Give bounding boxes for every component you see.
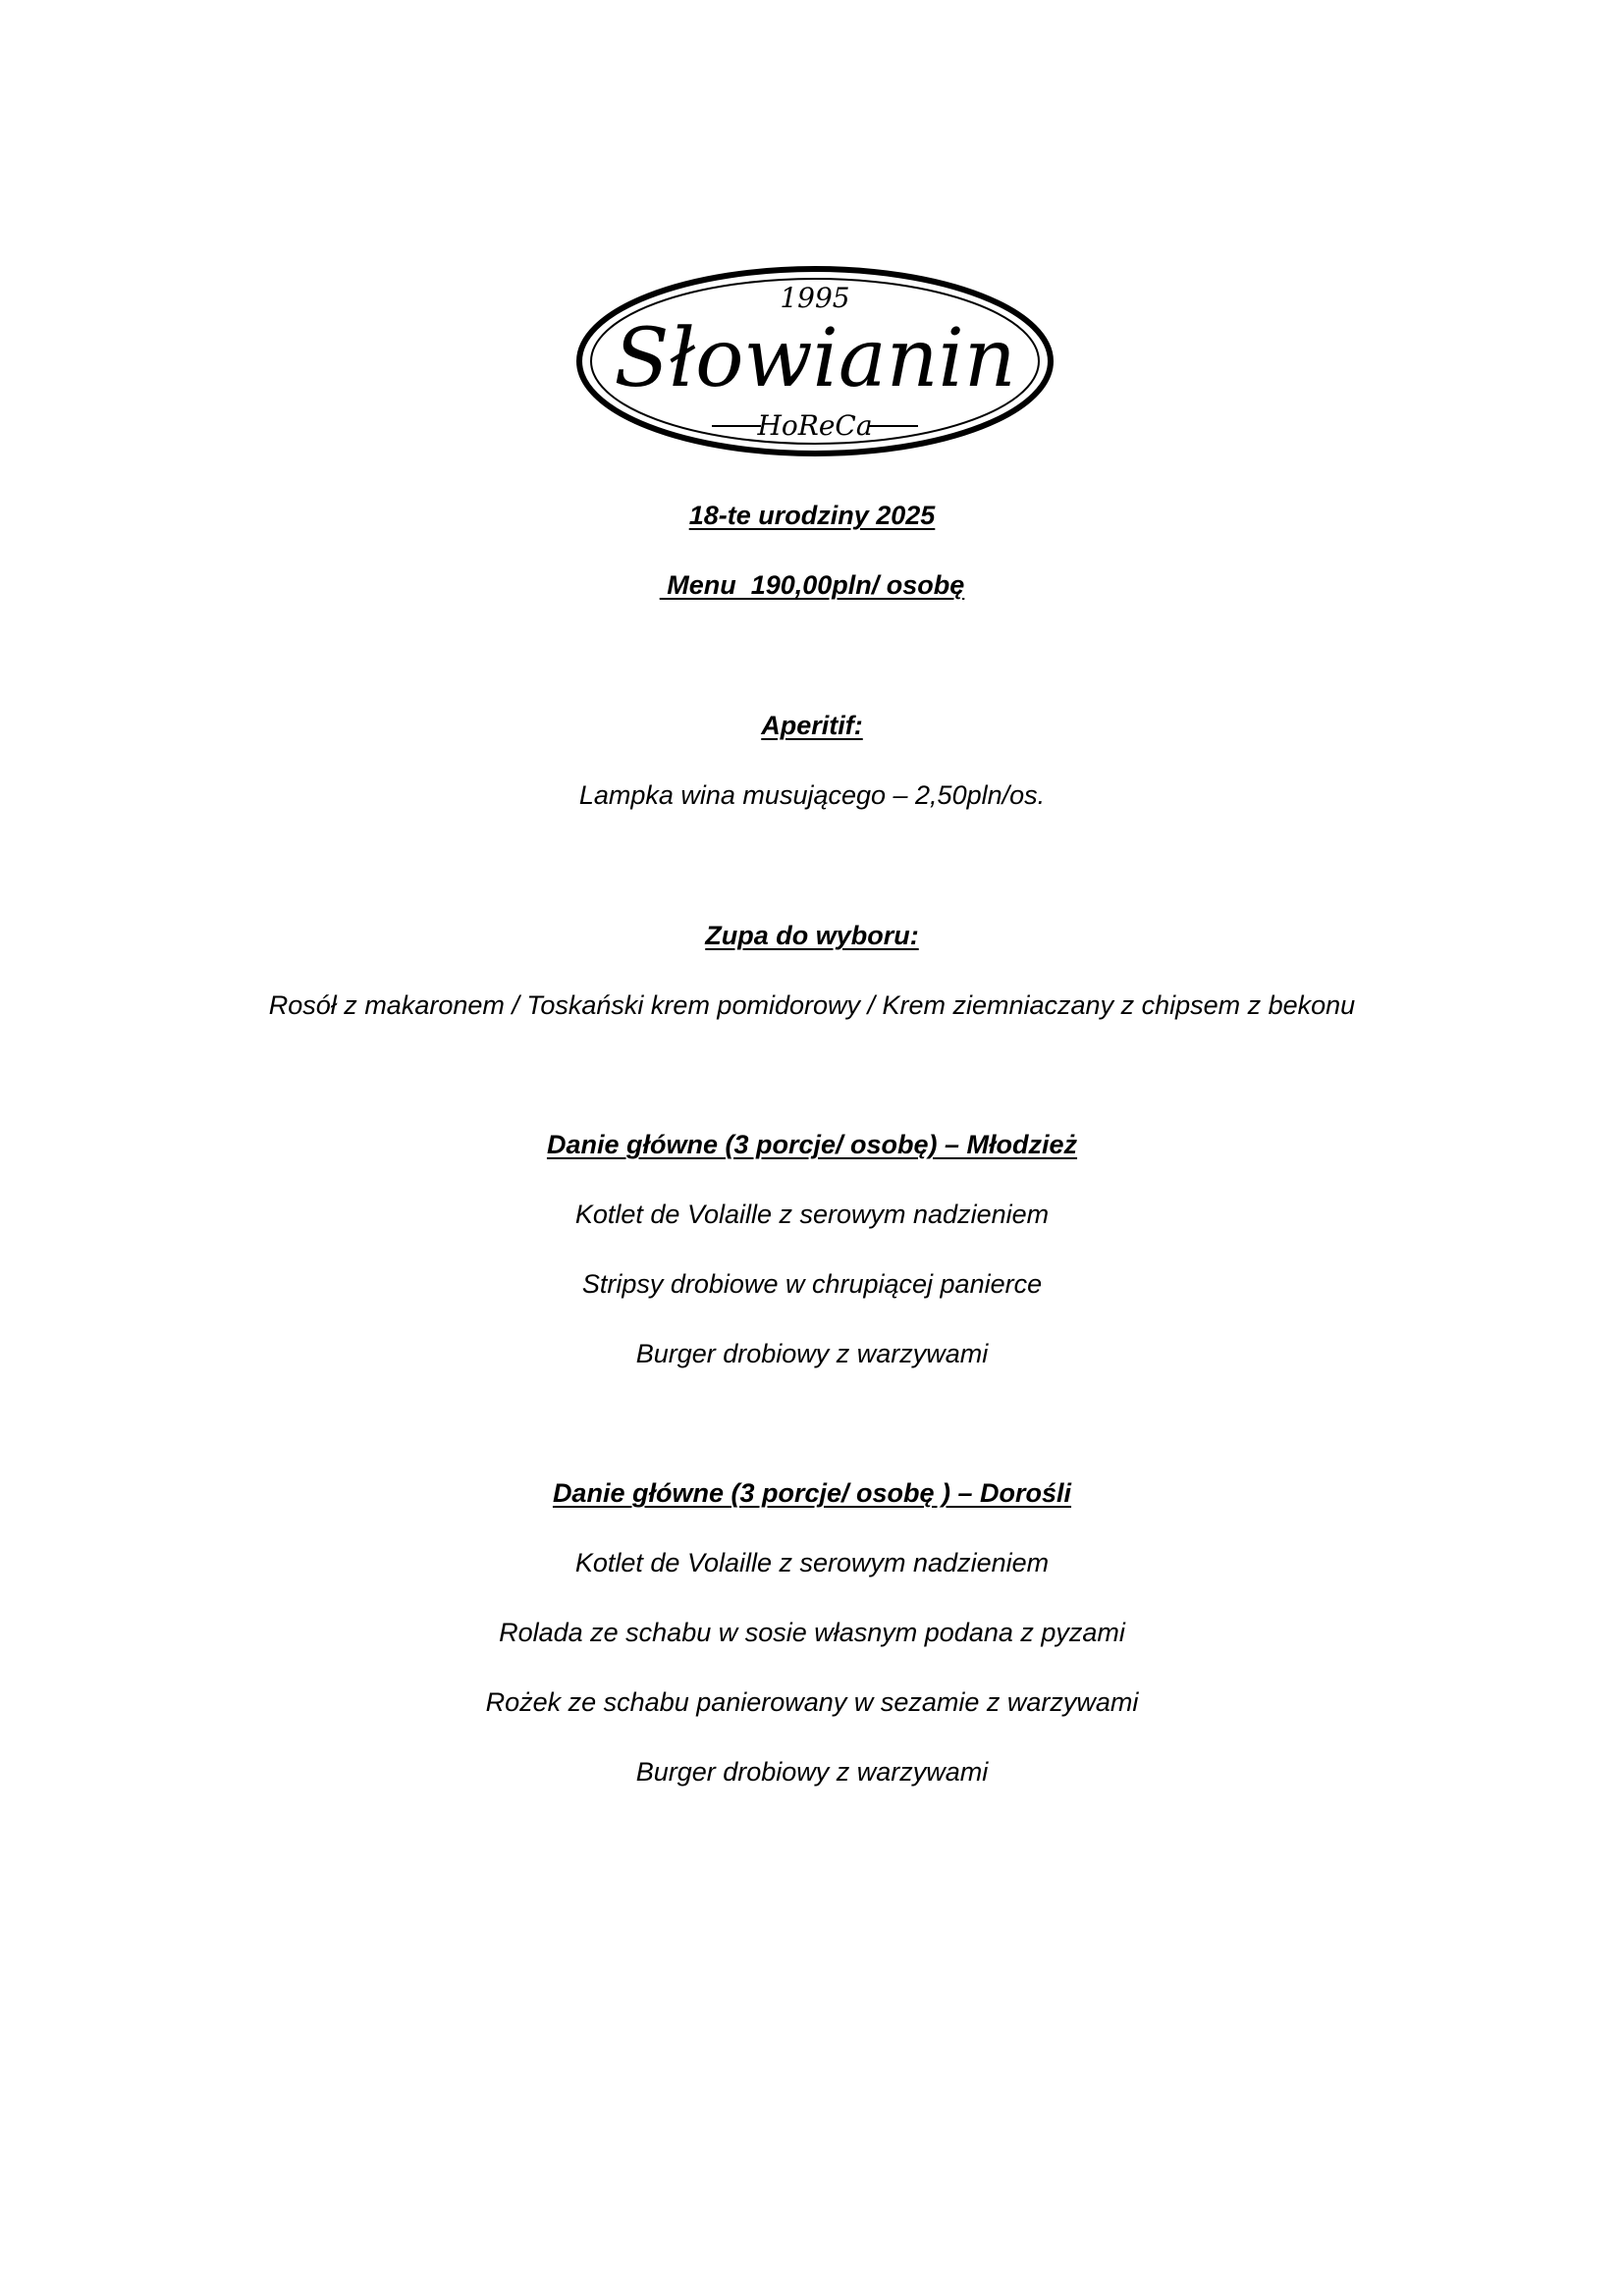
adult-mains-heading: Danie główne (3 porcje/ osobę ) – Dorośli: [552, 1478, 1072, 1508]
adult-main-item: Rolada ze schabu w sosie własnym podana z pyzami: [499, 1618, 1125, 1647]
menu-price: Menu 190,00pln/ osobę: [659, 570, 965, 600]
youth-main-item: Kotlet de Volaille z serowym nadzieniem: [574, 1200, 1050, 1229]
slowianin-logo: [574, 263, 1056, 459]
youth-main-item: Stripsy drobiowe w chrupiącej panierce: [581, 1269, 1043, 1299]
soup-heading: Zupa do wyboru:: [705, 921, 919, 950]
adult-main-item: Rożek ze schabu panierowany w sezamie z warzywami: [485, 1687, 1139, 1717]
adult-main-item: Burger drobiowy z warzywami: [635, 1757, 989, 1787]
event-title: 18-te urodziny 2025: [688, 501, 936, 530]
logo-subtitle: HoReCa: [757, 409, 873, 442]
aperitif-heading: Aperitif:: [761, 711, 863, 740]
logo-name: Słowianin: [614, 312, 1016, 405]
logo-year: 1995: [780, 282, 850, 314]
youth-main-item: Burger drobiowy z warzywami: [635, 1339, 989, 1368]
adult-main-item: Kotlet de Volaille z serowym nadzieniem: [574, 1548, 1050, 1577]
youth-mains-heading: Danie główne (3 porcje/ osobę) – Młodzież: [546, 1130, 1078, 1159]
aperitif-item: Lampka wina musującego – 2,50pln/os.: [578, 780, 1046, 810]
soup-options: Rosół z makaronem / Toskański krem pomidorowy / Krem ziemniaczany z chipsem z bekonu: [268, 990, 1356, 1020]
